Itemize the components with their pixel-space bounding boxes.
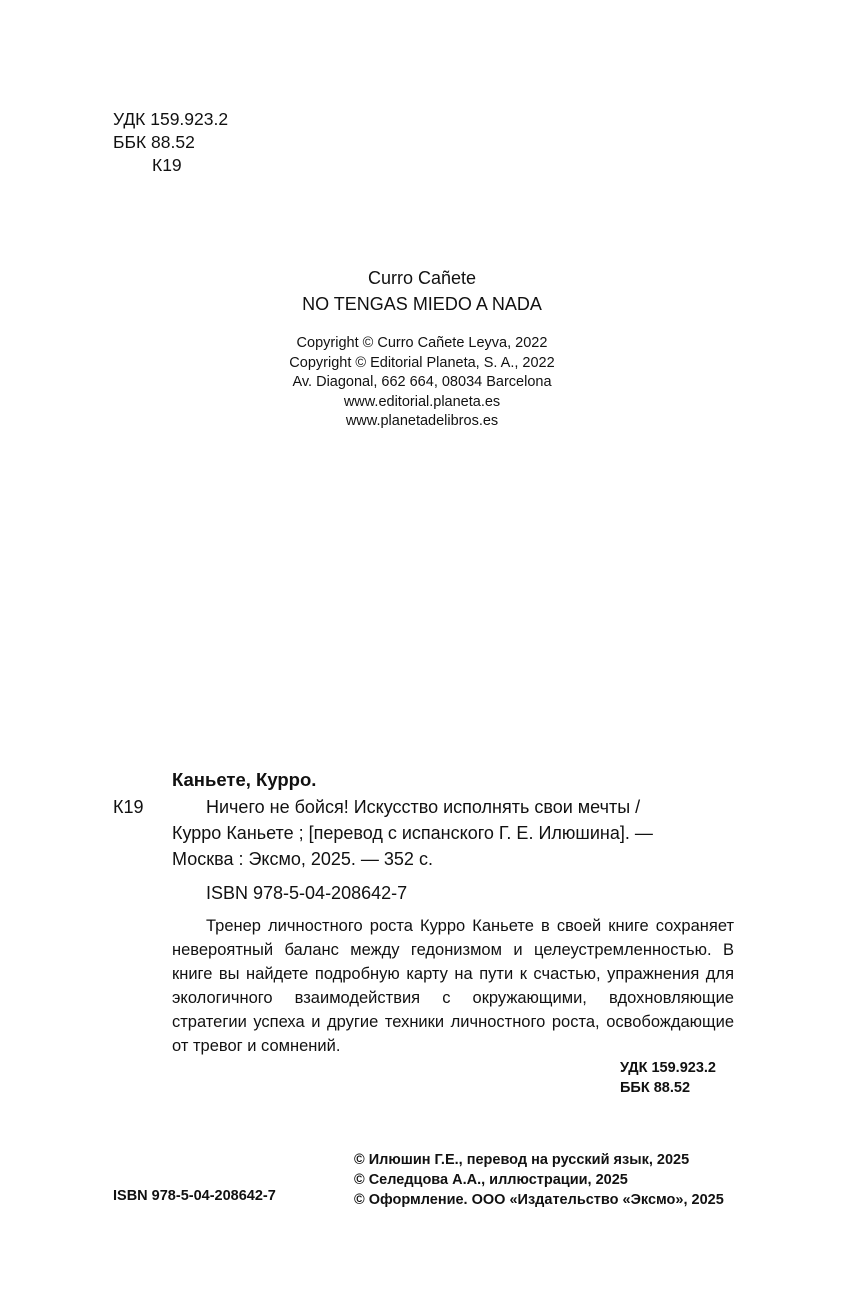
entry-line-3: Москва : Эксмо, 2025. — 352 с. <box>172 849 433 869</box>
entry-line-2: Курро Каньете ; [перевод с испанского Г. Е. Илюшина]. — <box>172 823 653 843</box>
website-line: www.editorial.planeta.es <box>343 393 501 410</box>
original-edition <box>0 265 844 317</box>
entry-heading: Каньете, Курро. <box>172 769 317 790</box>
entry-sign: К19 <box>113 797 144 817</box>
bbk-code-top: ББК 88.52 <box>113 132 195 152</box>
original-author: Curro Cañete <box>367 268 477 288</box>
annotation <box>172 914 734 1058</box>
entry-line-1: Ничего не бойся! Искусство исполнять свои мечты / <box>206 797 641 817</box>
website-line: www.planetadelibros.es <box>345 413 499 429</box>
annotation-text: Тренер личностного роста Курро Каньете в своей книге сохраняет невероятный баланс между гедонизмом и целеустремленностью. В книге вы найдете подробную карту на пути к счастью, упражнения для экологичного взаимодействия с окружающими, вдохновляющие стратегии успеха и другие техники личностного роста, освобождающие от тревог и сомнений. <box>172 917 734 1055</box>
bbk-code-bottom: ББК 88.52 <box>620 1080 691 1096</box>
entry-isbn: ISBN 978-5-04-208642-7 <box>206 883 408 903</box>
original-title: NO TENGAS MIEDO A NADA <box>302 294 542 314</box>
copyright-design: © Оформление. ООО «Издательство «Эксмо», 2025 <box>354 1192 724 1208</box>
classification-bottom <box>620 1058 716 1098</box>
udk-code-bottom: УДК 159.923.2 <box>620 1060 716 1076</box>
address-line: Av. Diagonal, 662 664, 08034 Barcelona <box>292 374 552 390</box>
copyright-translation: © Илюшин Г.Е., перевод на русский язык, 2025 <box>354 1152 690 1168</box>
copyright-illustrations: © Селедцова А.А., иллюстрации, 2025 <box>354 1172 628 1188</box>
author-sign-top: К19 <box>152 155 182 175</box>
copyright-line: Copyright © Curro Cañete Leyva, 2022 <box>296 335 548 351</box>
footer-isbn: ISBN 978-5-04-208642-7 <box>113 1188 276 1204</box>
copyright-line: Copyright © Editorial Planeta, S. A., 2022 <box>289 354 555 371</box>
translation-copyrights <box>354 1150 724 1210</box>
original-copyright-block <box>0 334 844 432</box>
udk-code-top: УДК 159.923.2 <box>113 109 229 129</box>
